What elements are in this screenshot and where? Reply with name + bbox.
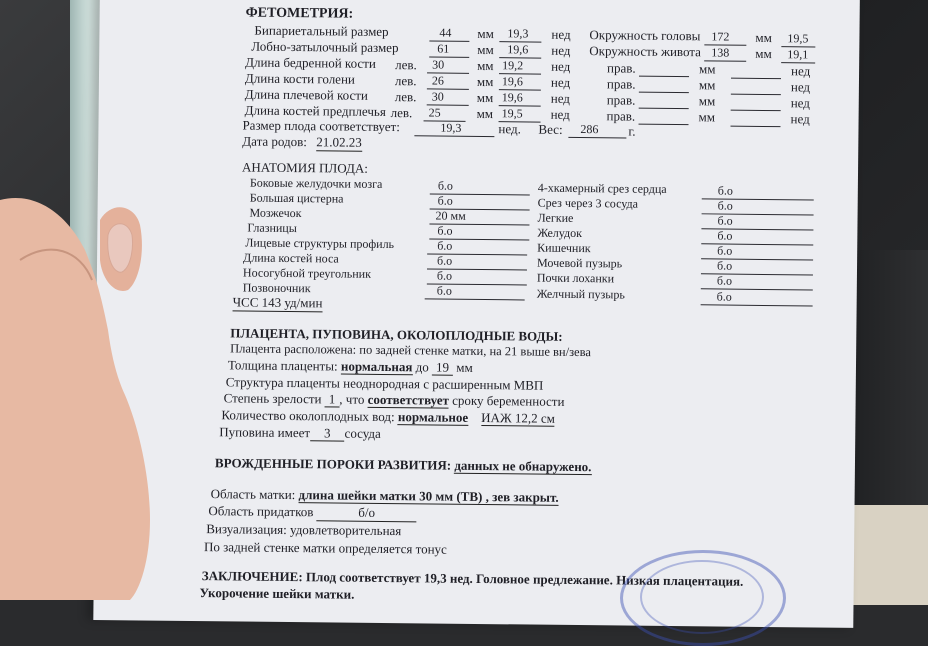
underline bbox=[731, 77, 781, 80]
fetal-size-label: Размер плода соответствует: bbox=[242, 117, 400, 135]
underline bbox=[701, 303, 813, 306]
unit: мм bbox=[698, 77, 716, 93]
list-item-value: б.о bbox=[717, 228, 733, 243]
row-label-2: Окружность живота bbox=[589, 43, 702, 60]
underline bbox=[414, 134, 494, 137]
list-item: Желудок bbox=[537, 225, 583, 241]
unit: нед bbox=[551, 42, 571, 58]
unit: мм bbox=[698, 93, 716, 109]
underline bbox=[731, 93, 781, 96]
unit: мм bbox=[476, 73, 494, 90]
placenta-location: Плацента расположена: по задней стенке матки, на 21 выше вн/зева bbox=[230, 341, 591, 360]
weight-unit: г. bbox=[628, 123, 636, 139]
side: лев. bbox=[394, 73, 417, 89]
fetometry-title: ФЕТОМЕТРИЯ: bbox=[245, 5, 354, 22]
row-label: Длина бедренной кости bbox=[245, 54, 376, 71]
row-label: Бипариетальный размер bbox=[254, 22, 389, 40]
side-2: прав. bbox=[606, 76, 636, 92]
row-value-weeks: 19,6 bbox=[507, 42, 529, 57]
clinic-stamp-inner-ring bbox=[640, 560, 764, 634]
list-item: Мозжечок bbox=[249, 205, 302, 221]
fetal-size-value: 19,3 bbox=[440, 120, 462, 135]
unit: мм bbox=[755, 29, 772, 46]
unit: мм bbox=[755, 45, 772, 62]
list-item-value: б.о bbox=[716, 258, 733, 273]
list-item-value: б.о bbox=[437, 253, 453, 268]
row-value-mm: 26 bbox=[431, 73, 445, 88]
underline bbox=[731, 109, 781, 112]
row-value-mm-2: 138 bbox=[711, 45, 730, 60]
maturity-mid: , что bbox=[339, 391, 365, 407]
unit: нед bbox=[791, 63, 811, 79]
unit: нед bbox=[790, 79, 811, 95]
list-item: Кишечник bbox=[537, 240, 591, 256]
row-value-weeks: 19,5 bbox=[501, 106, 523, 121]
list-item: Желчный пузырь bbox=[536, 286, 625, 302]
umbilical-cord bbox=[219, 424, 381, 442]
side-2: прав. bbox=[607, 60, 636, 76]
row-value-weeks: 19,3 bbox=[507, 26, 529, 41]
unit: мм bbox=[699, 61, 716, 77]
underline bbox=[639, 107, 689, 110]
list-item: Глазницы bbox=[247, 220, 297, 236]
row-value-mm-2: 172 bbox=[711, 29, 730, 44]
unit: мм bbox=[698, 109, 716, 125]
list-item-value: б.о bbox=[717, 243, 733, 258]
list-item: Почки лоханки bbox=[536, 270, 615, 286]
side: лев. bbox=[394, 89, 417, 105]
list-item: Большая цистерна bbox=[249, 190, 344, 206]
row-value-mm: 44 bbox=[439, 25, 452, 40]
fetal-size-unit: нед. bbox=[498, 121, 521, 137]
ultrasound-report-sheet bbox=[93, 0, 860, 628]
unit: мм bbox=[476, 105, 494, 122]
list-item-value: б.о bbox=[436, 283, 452, 298]
water-value: нормальное bbox=[397, 409, 469, 425]
unit: нед bbox=[551, 26, 571, 42]
row-label: Длина кости голени bbox=[244, 70, 355, 87]
list-item-value: б.о bbox=[437, 238, 453, 253]
list-item-value: б.о bbox=[437, 223, 453, 238]
list-item-value: б.о bbox=[717, 183, 734, 198]
unit: нед bbox=[550, 90, 571, 106]
side: лев. bbox=[390, 105, 413, 121]
underline bbox=[639, 91, 689, 94]
side-2: прав. bbox=[606, 92, 636, 108]
congenital-defects bbox=[215, 455, 592, 475]
row-value-mm: 30 bbox=[431, 89, 444, 104]
row-value-mm: 30 bbox=[432, 57, 445, 72]
list-item: Боковые желудочки мозга bbox=[249, 175, 383, 191]
defects-label: ВРОЖДЕННЫЕ ПОРОКИ РАЗВИТИЯ: bbox=[214, 455, 452, 473]
placenta-thickness-value: нормальная bbox=[340, 358, 413, 375]
uterus-label: Область матки: bbox=[210, 486, 296, 503]
maturity-bold: соответствует bbox=[367, 391, 450, 408]
unit: нед bbox=[551, 58, 571, 74]
placenta-thickness-label: Толщина плаценты: bbox=[227, 357, 338, 374]
adnexa-area bbox=[208, 503, 416, 522]
list-item: Легкие bbox=[537, 210, 574, 225]
unit: мм bbox=[477, 41, 494, 58]
adnexa-value: б/о bbox=[317, 504, 417, 522]
unit: нед bbox=[790, 95, 811, 111]
list-item-value: б.о bbox=[716, 289, 732, 304]
placenta-thickness-unit: мм bbox=[456, 359, 473, 375]
list-item-value: б.о bbox=[437, 178, 454, 193]
row-label-2: Окружность головы bbox=[589, 27, 701, 44]
unit: нед bbox=[550, 106, 570, 122]
placenta-thickness bbox=[228, 357, 473, 376]
list-item: 4-хкамерный срез сердца bbox=[537, 180, 667, 196]
underline bbox=[639, 75, 689, 78]
cord-end: сосуда bbox=[344, 425, 381, 441]
unit: мм bbox=[476, 89, 494, 106]
uterus-value: длина шейки матки 30 мм (ТВ) , зев закрыт. bbox=[298, 487, 559, 505]
heart-rate: ЧСС 143 уд/мин bbox=[232, 294, 323, 311]
underline bbox=[730, 125, 780, 128]
list-item-value: б.о bbox=[717, 213, 733, 228]
list-item: Носогубной треугольник bbox=[242, 265, 372, 281]
side: лев. bbox=[395, 57, 417, 73]
conclusion-label: ЗАКЛЮЧЕНИЕ: bbox=[201, 568, 303, 585]
maturity-end: сроку беременности bbox=[452, 392, 565, 409]
placenta-thickness-to: до bbox=[415, 359, 429, 375]
water-label: Количество околоплодных вод: bbox=[221, 407, 395, 425]
row-value-weeks-2: 19,5 bbox=[787, 31, 809, 46]
underline bbox=[568, 136, 626, 139]
row-value-weeks: 19,6 bbox=[501, 90, 523, 105]
tonus-note: По задней стенке матки определяется тонус bbox=[203, 539, 447, 557]
list-item-value: б.о bbox=[716, 273, 733, 288]
birth-date-label: Дата родов: bbox=[242, 133, 308, 150]
side-2: прав. bbox=[606, 108, 636, 124]
cord-value: 3 bbox=[310, 425, 345, 441]
row-label: Длина плечевой кости bbox=[244, 86, 369, 103]
row-value-weeks: 19,6 bbox=[501, 74, 524, 89]
list-item-value: 20 мм bbox=[435, 208, 466, 223]
row-label: Лобно-затылочный размер bbox=[251, 38, 399, 56]
placenta-title: ПЛАЦЕНТА, ПУПОВИНА, ОКОЛОПЛОДНЫЕ ВОДЫ: bbox=[230, 325, 563, 344]
list-item-value: б.о bbox=[717, 198, 733, 213]
defects-value: данных не обнаружено. bbox=[454, 457, 592, 475]
cord-label: Пуповина имеет bbox=[219, 424, 311, 441]
list-item: Мочевой пузырь bbox=[536, 255, 623, 271]
row-value-mm: 25 bbox=[428, 105, 441, 120]
row-value-weeks-2: 19,1 bbox=[787, 47, 809, 62]
underline bbox=[425, 297, 525, 300]
hand bbox=[0, 180, 175, 600]
unit: мм bbox=[477, 57, 494, 74]
maturity-label: Степень зрелости bbox=[223, 390, 322, 407]
list-item: Срез через 3 сосуда bbox=[537, 195, 639, 211]
weight-label: Вес: bbox=[538, 121, 563, 137]
placenta-structure: Структура плаценты неоднородная с расширенным МВП bbox=[225, 374, 544, 393]
conclusion-line-2: Укорочение шейки матки. bbox=[199, 585, 355, 602]
unit: нед bbox=[790, 111, 810, 127]
visualization: Визуализация: удовлетворительная bbox=[206, 521, 402, 539]
iaj: ИАЖ 12,2 см bbox=[481, 410, 555, 426]
weight-value: 286 bbox=[580, 122, 599, 137]
cream-fabric bbox=[845, 505, 928, 605]
list-item-value: б.о bbox=[437, 193, 453, 208]
list-item: Позвоночник bbox=[242, 280, 311, 296]
list-item-value: б.о bbox=[436, 268, 453, 283]
list-item: Лицевые структуры профиль bbox=[245, 235, 395, 252]
maturity-value: 1 bbox=[325, 391, 340, 407]
row-value-mm: 61 bbox=[437, 41, 450, 56]
conclusion-text: Плод соответствует 19,3 нед. Головное предлежание. Низкая плацентация. bbox=[305, 569, 744, 589]
birth-date-value: 21.02.23 bbox=[316, 134, 362, 150]
anatomy-title: АНАТОМИЯ ПЛОДА: bbox=[241, 159, 368, 176]
row-label: Длина костей предплечья bbox=[244, 102, 386, 120]
unit: нед bbox=[550, 74, 571, 90]
adnexa-label: Область придатков bbox=[208, 503, 314, 520]
underline bbox=[639, 123, 689, 126]
row-value-weeks: 19,2 bbox=[502, 58, 524, 73]
unit: мм bbox=[477, 25, 494, 42]
placenta-thickness-num: 19 bbox=[432, 359, 453, 375]
list-item: Длина костей носа bbox=[243, 250, 339, 266]
